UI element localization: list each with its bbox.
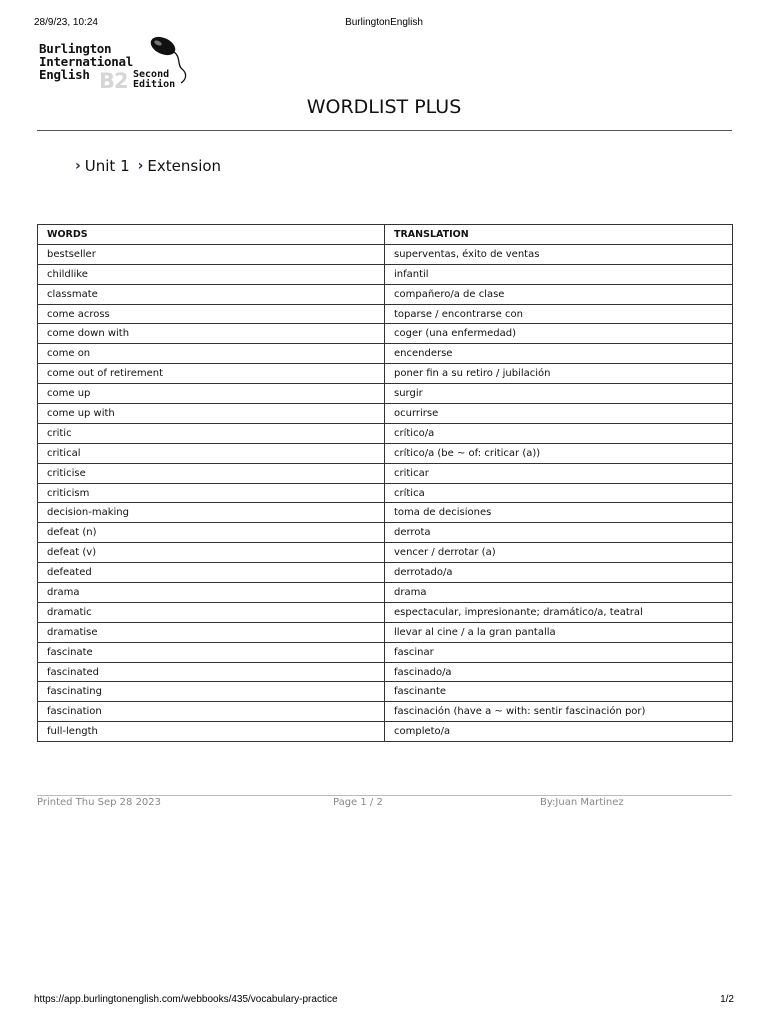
- word-cell: fascinate: [38, 642, 385, 662]
- word-cell: criticism: [38, 483, 385, 503]
- printed-date: Printed Thu Sep 28 2023: [37, 797, 162, 808]
- translation-cell: criticar: [385, 463, 733, 483]
- translation-cell: completo/a: [385, 722, 733, 742]
- word-cell: come down with: [38, 324, 385, 344]
- word-cell: come out of retirement: [38, 364, 385, 384]
- title-divider: [37, 130, 732, 131]
- computer-mouse-icon: [147, 35, 195, 85]
- word-cell: bestseller: [38, 244, 385, 264]
- word-cell: childlike: [38, 264, 385, 284]
- table-row: [38, 642, 733, 662]
- translation-cell: vencer / derrotar (a): [385, 543, 733, 563]
- word-cell: drama: [38, 583, 385, 603]
- logo-edition-2: Edition: [133, 79, 176, 90]
- print-date: 28/9/23, 10:24: [34, 17, 98, 28]
- logo-line-2: International: [39, 54, 133, 69]
- translation-cell: infantil: [385, 264, 733, 284]
- translation-cell: derrota: [385, 523, 733, 543]
- chevron-right-icon: ›: [137, 158, 144, 174]
- translation-cell: fascinación (have a ~ with: sentir fascinación por): [385, 702, 733, 722]
- print-title: BurlingtonEnglish: [345, 17, 423, 28]
- table-row: [38, 523, 733, 543]
- table-row: [38, 662, 733, 682]
- table-row: [38, 722, 733, 742]
- header-translation: TRANSLATION: [385, 225, 733, 245]
- breadcrumb-section[interactable]: [138, 157, 221, 175]
- logo-line-3: English: [39, 67, 90, 82]
- word-cell: defeat (v): [38, 543, 385, 563]
- translation-cell: compañero/a de clase: [385, 284, 733, 304]
- page-url: https://app.burlingtonenglish.com/webbooks/435/vocabulary-practice: [34, 994, 338, 1005]
- table-row: [38, 304, 733, 324]
- breadcrumb-section-label: Extension: [147, 157, 222, 175]
- table-row: [38, 583, 733, 603]
- table-row: [38, 483, 733, 503]
- header-words: WORDS: [38, 225, 385, 245]
- word-cell: critic: [38, 423, 385, 443]
- translation-cell: fascinar: [385, 642, 733, 662]
- word-cell: fascinating: [38, 682, 385, 702]
- table-row: [38, 602, 733, 622]
- word-cell: come up: [38, 384, 385, 404]
- wordlist-table: [37, 224, 733, 742]
- footer-divider: [37, 795, 732, 796]
- translation-cell: llevar al cine / a la gran pantalla: [385, 622, 733, 642]
- translation-cell: toma de decisiones: [385, 503, 733, 523]
- word-cell: come up with: [38, 404, 385, 424]
- table-row: [38, 563, 733, 583]
- table-row: [38, 503, 733, 523]
- word-cell: dramatise: [38, 622, 385, 642]
- page-title: WORDLIST PLUS: [306, 96, 462, 118]
- table-row: [38, 622, 733, 642]
- word-cell: fascinated: [38, 662, 385, 682]
- table-row: [38, 384, 733, 404]
- word-cell: critical: [38, 443, 385, 463]
- translation-cell: fascinado/a: [385, 662, 733, 682]
- logo-line-1: Burlington: [39, 41, 112, 56]
- translation-cell: crítico/a (be ~ of: criticar (a)): [385, 443, 733, 463]
- burlington-logo: [39, 35, 199, 93]
- word-cell: defeat (n): [38, 523, 385, 543]
- print-page-count: 1/2: [720, 994, 734, 1005]
- word-cell: full-length: [38, 722, 385, 742]
- logo-edition-1: Second: [133, 69, 170, 80]
- table-row: [38, 284, 733, 304]
- breadcrumb: [75, 157, 229, 175]
- table-row: [38, 423, 733, 443]
- translation-cell: drama: [385, 583, 733, 603]
- table-row: [38, 463, 733, 483]
- table-row: [38, 702, 733, 722]
- translation-cell: derrotado/a: [385, 563, 733, 583]
- author-name: By:Juan Martinez: [540, 797, 624, 808]
- table-row: [38, 264, 733, 284]
- table-row: [38, 404, 733, 424]
- word-cell: criticise: [38, 463, 385, 483]
- logo-level: B2: [99, 69, 128, 93]
- translation-cell: poner fin a su retiro / jubilación: [385, 364, 733, 384]
- translation-cell: toparse / encontrarse con: [385, 304, 733, 324]
- translation-cell: fascinante: [385, 682, 733, 702]
- translation-cell: coger (una enfermedad): [385, 324, 733, 344]
- chevron-right-icon: ›: [75, 158, 81, 174]
- translation-cell: surgir: [385, 384, 733, 404]
- translation-cell: superventas, éxito de ventas: [385, 244, 733, 264]
- word-cell: come on: [38, 344, 385, 364]
- breadcrumb-unit[interactable]: [75, 157, 130, 175]
- page-indicator: Page 1 / 2: [333, 797, 383, 808]
- translation-cell: encenderse: [385, 344, 733, 364]
- table-row: [38, 543, 733, 563]
- table-row: [38, 244, 733, 264]
- word-cell: classmate: [38, 284, 385, 304]
- breadcrumb-unit-label: Unit 1: [84, 157, 130, 175]
- table-row: [38, 324, 733, 344]
- table-row: [38, 682, 733, 702]
- translation-cell: espectacular, impresionante; dramático/a, teatral: [385, 602, 733, 622]
- translation-cell: crítico/a: [385, 423, 733, 443]
- table-row: [38, 344, 733, 364]
- translation-cell: ocurrirse: [385, 404, 733, 424]
- word-cell: dramatic: [38, 602, 385, 622]
- word-cell: fascination: [38, 702, 385, 722]
- translation-cell: crítica: [385, 483, 733, 503]
- table-row: [38, 443, 733, 463]
- table-row: [38, 364, 733, 384]
- word-cell: decision-making: [38, 503, 385, 523]
- table-header-row: [38, 225, 733, 245]
- word-cell: defeated: [38, 563, 385, 583]
- word-cell: come across: [38, 304, 385, 324]
